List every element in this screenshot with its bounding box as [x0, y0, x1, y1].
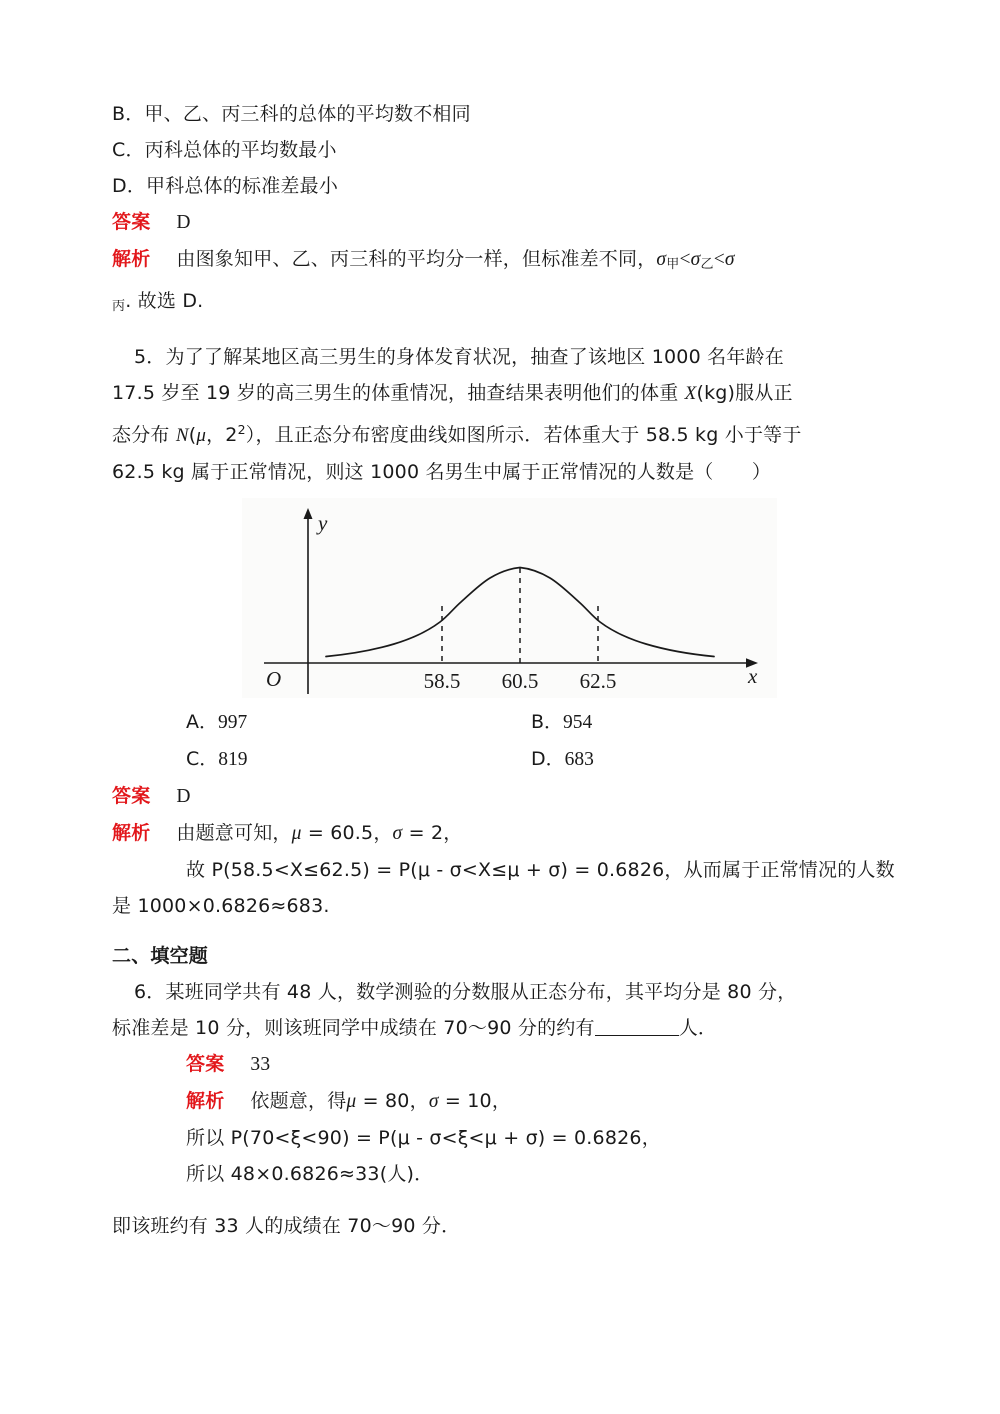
- q4-option-d: D．甲科总体的标准差最小: [112, 175, 339, 197]
- normal-curve-svg: [242, 498, 777, 698]
- q4-option-c: C．丙科总体的平均数最小: [112, 139, 337, 161]
- q5-line3-part-c: ），且正态分布密度曲线如图所示．若体重大于 58.5 kg 小于等于: [245, 423, 802, 446]
- mu-symbol: μ: [346, 1090, 357, 1112]
- q5-option-c-key: C．: [186, 747, 219, 770]
- variance-exponent: 2: [237, 421, 246, 437]
- sigma-symbol: σ: [392, 822, 403, 844]
- q5-solution-row-2: 故 P(58.5<X≤62.5) = P(μ - σ<X≤μ + σ) = 0.6826，从而属于正常情况的人数: [186, 858, 895, 881]
- x-tick-label-62-5: 62.5: [579, 668, 617, 693]
- x-tick-label-58-5: 58.5: [423, 668, 461, 693]
- mu-value: = 80，: [356, 1089, 429, 1112]
- q5-option-b-key: B．: [531, 710, 564, 733]
- q5-options-row-2: [112, 741, 902, 778]
- section-heading-fill-in-blank: 二、填空题: [112, 944, 209, 967]
- q4-option-b: B．甲、乙、丙三科的总体的平均数不相同: [112, 103, 471, 125]
- q6-stem-line-2: [112, 1010, 902, 1046]
- mu-value: = 60.5，: [301, 821, 393, 844]
- q4-answer-row: [112, 204, 902, 241]
- fill-in-blank-field[interactable]: [595, 1019, 679, 1036]
- q4-answer-value: D: [176, 212, 191, 233]
- q5-line3-part-a: 态分布: [112, 423, 176, 446]
- q4-solution-continuation: [112, 283, 902, 325]
- answer-label: 答案: [112, 211, 151, 233]
- q5-stem-line-4: 62.5 kg 属于正常情况，则这 1000 名男生中属于正常情况的人数是（ ）: [112, 460, 772, 483]
- x-tick-label-60-5: 60.5: [501, 668, 539, 693]
- q5-solution-row-3: 是 1000×0.6826≈683.: [112, 894, 330, 917]
- solution-label: 解析: [112, 821, 151, 844]
- q6-line2-part-a: 标准差是 10 分，则该班同学中成绩在 70～90 分的约有: [112, 1016, 595, 1039]
- q5-stem-line-3: 态分布 N(μ，$2^2$），且正态分布密度曲线如图所示．若体重大于 58.5 kg 小于等于: [112, 421, 802, 446]
- relation-2: <: [713, 249, 725, 270]
- q5-option-d-value: 683: [564, 748, 594, 770]
- q6-answer-value: 33: [250, 1053, 271, 1075]
- solution-label: 解析: [186, 1089, 225, 1112]
- q5-answer-value: D: [176, 785, 191, 807]
- sigma-2: σ: [690, 249, 701, 270]
- sigma-1: σ: [656, 249, 667, 270]
- q5-option-c: [186, 741, 531, 778]
- sigma-2-subscript: 乙: [700, 256, 714, 272]
- x-axis-label: x: [748, 663, 758, 688]
- sigma-3-subscript: 丙: [112, 298, 126, 314]
- q5-option-d: [531, 741, 851, 778]
- q5-line2-part-a: 17.5 岁至 19 岁的高三男生的体重情况，抽查结果表明他们的体重: [112, 381, 685, 404]
- q6-solution-row-3: 所以 48×0.6826≈33(人)．: [186, 1162, 434, 1185]
- q5-solution-text-a: 由题意可知，: [176, 821, 292, 844]
- sigma-value: = 2，: [402, 821, 463, 844]
- q5-stem-line-2: [112, 375, 902, 412]
- sigma-1-subscript: 甲: [666, 256, 680, 272]
- origin-label: O: [266, 666, 282, 691]
- y-axis-arrow: [304, 508, 313, 519]
- answer-label: 答案: [186, 1052, 225, 1075]
- q6-line2-part-b: 人．: [678, 1016, 718, 1039]
- normal-distribution-figure: [242, 498, 777, 698]
- answer-label: 答案: [112, 784, 151, 807]
- sigma-symbol: σ: [428, 1090, 439, 1112]
- q5-line3-part-b: ，2: [206, 423, 238, 446]
- q5-option-d-key: D．: [531, 747, 565, 770]
- q5-solution-row-1: [112, 815, 902, 852]
- q5-stem-line-1: 5．为了了解某地区高三男生的身体发育状况，抽查了该地区 1000 名年龄在: [134, 345, 784, 368]
- q6-stem-line-1: 6．某班同学共有 48 人，数学测验的分数服从正态分布，其平均分是 80 分，: [134, 980, 797, 1003]
- q5-option-b-value: 954: [563, 711, 593, 733]
- q4-solution-row: [112, 241, 902, 283]
- q4-conclusion: . 故选 D.: [125, 289, 204, 312]
- sigma-3: σ: [724, 249, 735, 270]
- q5-option-a: [186, 704, 531, 741]
- random-variable-X: X: [684, 382, 697, 404]
- q5-options-row-1: [112, 704, 902, 741]
- normal-symbol-N: N: [175, 424, 189, 446]
- solution-label: 解析: [112, 248, 151, 270]
- y-axis-label: y: [318, 510, 328, 535]
- q5-option-a-key: A．: [186, 710, 218, 733]
- mu-symbol: μ: [291, 822, 302, 844]
- sigma-value: = 10，: [438, 1089, 512, 1112]
- q5-option-c-value: 819: [218, 748, 248, 770]
- q5-option-a-value: 997: [218, 711, 248, 733]
- mu-symbol: μ: [196, 424, 207, 446]
- q6-solution-row-2: 所以 P(70<ξ<90) = P(μ - σ<ξ<μ + σ) = 0.6826，: [186, 1126, 661, 1149]
- q6-solution-row-1: [112, 1083, 902, 1120]
- q6-conclusion: 即该班约有 33 人的成绩在 70～90 分．: [112, 1214, 461, 1237]
- relation-1: <: [679, 249, 691, 270]
- q5-option-b: [531, 704, 851, 741]
- q5-answer-row: [112, 778, 902, 815]
- q5-line2-part-b: (kg)服从正: [696, 381, 793, 404]
- q4-solution-text: 由图象知甲、乙、丙三科的平均分一样，但标准差不同，: [176, 248, 657, 270]
- document-content: [112, 96, 902, 1244]
- q6-answer-row: [112, 1046, 902, 1083]
- q6-solution-text-a: 依题意，得: [250, 1089, 347, 1112]
